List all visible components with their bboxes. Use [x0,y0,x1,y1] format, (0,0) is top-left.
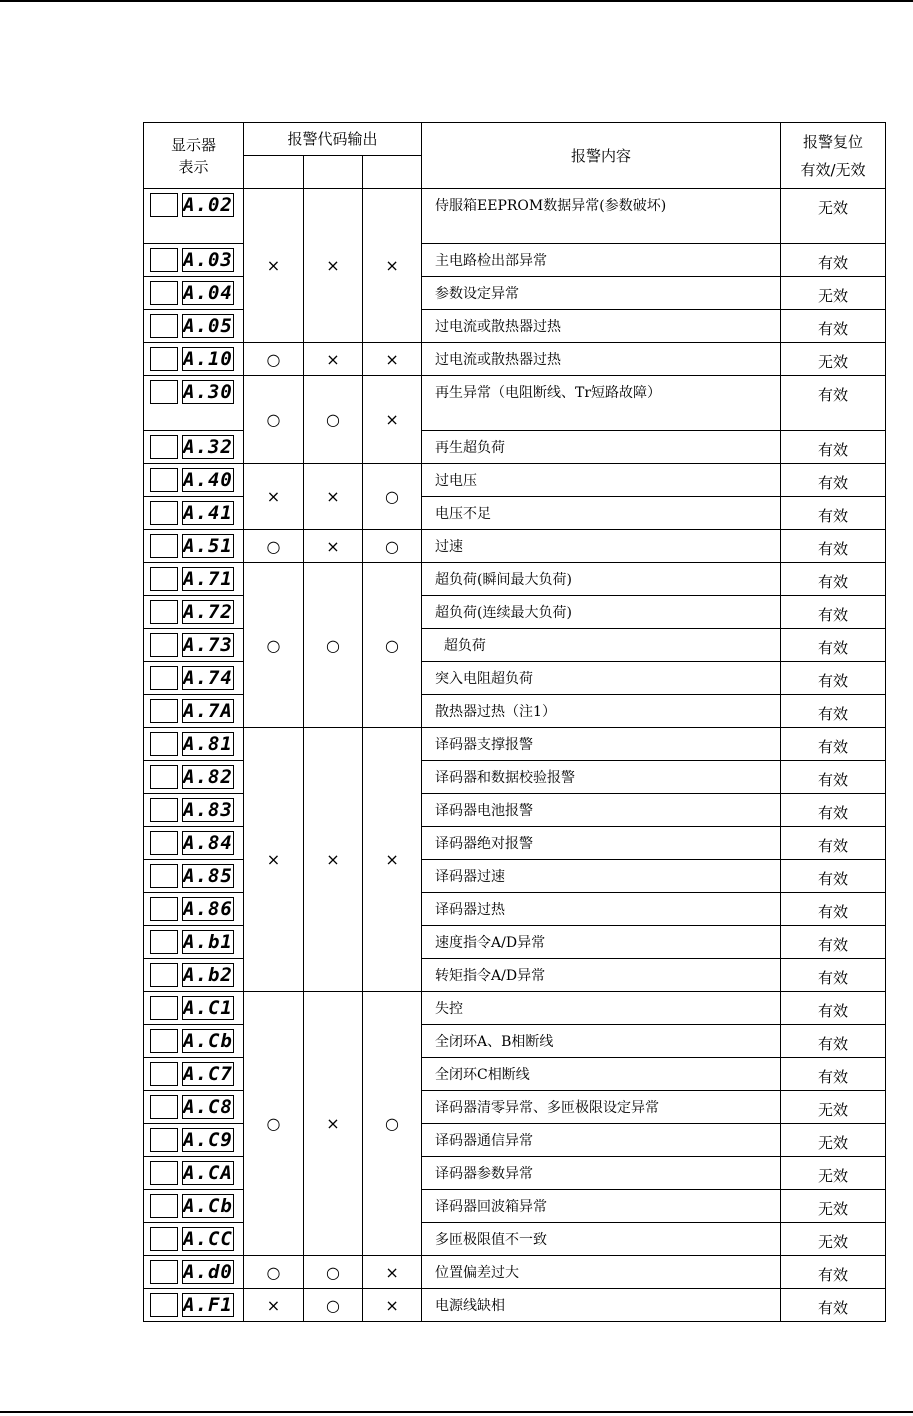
alarm-reset: 有效 [781,497,886,530]
display-blank-digit [150,930,178,954]
display-cell [144,959,244,992]
alarm-table [143,122,886,1322]
seven-segment-display [150,379,243,405]
alarm-reset: 有效 [781,596,886,629]
display-cell [144,310,244,343]
display-blank-digit [150,1227,178,1251]
alarm-description: 多匝极限值不一致 [422,1223,781,1256]
alarm-description: 译码器通信异常 [422,1124,781,1157]
alarm-code: A.74 [183,667,233,689]
code-output-bit-1: ○ [244,530,304,563]
seven-segment-display [150,797,243,823]
display-cell [144,464,244,497]
display-blank-digit [150,281,178,305]
code-output-bit-3: ○ [363,992,422,1256]
alarm-rows [144,189,886,1322]
alarm-reset: 有效 [781,310,886,343]
alarm-reset: 有效 [781,530,886,563]
alarm-code: A.04 [183,282,233,304]
alarm-description: 译码器回波箱异常 [422,1190,781,1223]
seven-segment-display [150,929,243,955]
table-row [144,343,886,376]
display-cell [144,244,244,277]
display-blank-digit [150,347,178,371]
code-output-bit-3: × [363,1289,422,1322]
display-cell [144,1157,244,1190]
display-cell [144,794,244,827]
display-cell [144,189,244,244]
alarm-reset: 有效 [781,629,886,662]
display-blank-digit [150,380,178,404]
display-blank-digit [150,864,178,888]
alarm-reset: 无效 [781,277,886,310]
alarm-code: A.05 [183,315,233,337]
seven-segment-display [150,665,243,691]
alarm-description: 过电流或散热器过热 [422,343,781,376]
alarm-code: A.81 [183,733,233,755]
alarm-description: 转矩指令A/D异常 [422,959,781,992]
code-output-bit-1: ○ [244,992,304,1256]
seven-segment-display [150,1028,243,1054]
seven-segment-display [150,467,243,493]
display-cell [144,695,244,728]
header-display [144,123,244,189]
display-cell [144,1124,244,1157]
alarm-code: A.d0 [183,1261,233,1283]
seven-segment-display [150,1127,243,1153]
alarm-description: 过电流或散热器过热 [422,310,781,343]
alarm-reset: 有效 [781,563,886,596]
seven-segment-display [150,995,243,1021]
seven-segment-display [150,434,243,460]
header-reset [781,123,886,189]
table-row [144,563,886,596]
alarm-description: 全闭环A、B相断线 [422,1025,781,1058]
alarm-code: A.b1 [183,931,233,953]
alarm-code: A.72 [183,601,233,623]
seven-segment-display [150,500,243,526]
display-cell [144,1091,244,1124]
alarm-code: A.86 [183,898,233,920]
alarm-code: A.CA [183,1162,233,1184]
alarm-code: A.85 [183,865,233,887]
alarm-code: A.C8 [183,1096,233,1118]
alarm-code: A.F1 [183,1294,233,1316]
code-output-bit-3: ○ [363,464,422,530]
alarm-reset: 有效 [781,464,886,497]
display-blank-digit [150,633,178,657]
alarm-reset: 无效 [781,1091,886,1124]
alarm-reset: 有效 [781,992,886,1025]
alarm-reset: 无效 [781,343,886,376]
display-cell [144,662,244,695]
display-cell [144,629,244,662]
display-blank-digit [150,567,178,591]
table-row [144,464,886,497]
seven-segment-display [150,731,243,757]
alarm-reset: 有效 [781,827,886,860]
alarm-reset: 有效 [781,1025,886,1058]
display-cell [144,376,244,431]
page-bottom-rule [0,1411,913,1413]
header-display-line1: 显示器 [170,135,216,154]
seven-segment-display [150,1061,243,1087]
alarm-code: A.02 [183,194,233,216]
alarm-code: A.40 [183,469,233,491]
display-blank-digit [150,600,178,624]
page-top-rule [0,0,913,2]
display-blank-digit [150,248,178,272]
display-cell [144,893,244,926]
alarm-code: A.84 [183,832,233,854]
code-output-bit-2: × [304,464,363,530]
header-code-output: 报警代码输出 [244,123,422,156]
code-output-bit-2: × [304,728,363,992]
display-cell [144,992,244,1025]
alarm-reset: 有效 [781,1058,886,1091]
display-blank-digit [150,732,178,756]
code-output-bit-3: × [363,728,422,992]
display-blank-digit [150,798,178,822]
display-blank-digit [150,1062,178,1086]
display-blank-digit [150,996,178,1020]
code-output-bit-3: ○ [363,530,422,563]
alarm-reset: 有效 [781,959,886,992]
alarm-code: A.b2 [183,964,233,986]
alarm-description: 译码器和数据校验报警 [422,761,781,794]
header-reset-line2: 有效/无效 [800,160,866,179]
alarm-reset: 无效 [781,1190,886,1223]
code-output-bit-1: ○ [244,376,304,464]
seven-segment-display [150,962,243,988]
code-output-bit-1: × [244,1289,304,1322]
code-output-bit-2: ○ [304,1289,363,1322]
alarm-description: 突入电阻超负荷 [422,662,781,695]
display-cell [144,926,244,959]
seven-segment-display [150,863,243,889]
seven-segment-display [150,698,243,724]
display-blank-digit [150,897,178,921]
alarm-code: A.51 [183,535,233,557]
seven-segment-display [150,313,243,339]
alarm-description: 译码器参数异常 [422,1157,781,1190]
code-output-bit-1: ○ [244,1256,304,1289]
display-blank-digit [150,666,178,690]
seven-segment-display [150,1094,243,1120]
display-blank-digit [150,699,178,723]
alarm-code: A.32 [183,436,233,458]
header-reset-line1: 报警复位 [803,132,864,151]
display-cell [144,497,244,530]
display-cell [144,1058,244,1091]
seven-segment-display [150,764,243,790]
code-output-bit-1: × [244,189,304,343]
alarm-reset: 有效 [781,794,886,827]
alarm-reset: 有效 [781,893,886,926]
alarm-code: A.CC [183,1228,233,1250]
code-output-bit-1: ○ [244,563,304,728]
display-cell [144,1289,244,1322]
table-row [144,992,886,1025]
code-output-bit-3: × [363,343,422,376]
seven-segment-display [150,1160,243,1186]
code-output-bit-2: × [304,343,363,376]
code-output-bit-2: ○ [304,563,363,728]
alarm-reset: 无效 [781,1223,886,1256]
display-blank-digit [150,501,178,525]
code-output-bit-1: ○ [244,343,304,376]
alarm-reset: 有效 [781,431,886,464]
alarm-description: 电压不足 [422,497,781,530]
seven-segment-display [150,533,243,559]
alarm-reset: 有效 [781,695,886,728]
table-row [144,1256,886,1289]
display-blank-digit [150,1293,178,1317]
alarm-description: 再生超负荷 [422,431,781,464]
seven-segment-display [150,192,243,218]
alarm-code: A.03 [183,249,233,271]
alarm-code: A.41 [183,502,233,524]
header-content: 报警内容 [422,123,781,189]
alarm-reset: 无效 [781,189,886,244]
header-display-line2: 表示 [178,157,209,176]
display-cell [144,1223,244,1256]
display-blank-digit [150,765,178,789]
alarm-description: 过电压 [422,464,781,497]
seven-segment-display [150,830,243,856]
display-blank-digit [150,314,178,338]
table-row [144,530,886,563]
alarm-code: A.7A [183,700,233,722]
display-cell [144,596,244,629]
alarm-reset: 有效 [781,860,886,893]
table-row [144,728,886,761]
seven-segment-display [150,1292,243,1318]
alarm-description: 译码器过速 [422,860,781,893]
alarm-reset: 有效 [781,376,886,431]
alarm-description: 电源线缺相 [422,1289,781,1322]
display-cell [144,277,244,310]
table-row [144,1289,886,1322]
alarm-description: 全闭环C相断线 [422,1058,781,1091]
table-row [144,376,886,431]
alarm-reset: 有效 [781,662,886,695]
alarm-code: A.C9 [183,1129,233,1151]
alarm-description: 再生异常（电阻断线、Tr短路故障） [422,376,781,431]
alarm-code: A.30 [183,381,233,403]
alarm-description: 速度指令A/D异常 [422,926,781,959]
alarm-reset: 有效 [781,1256,886,1289]
alarm-reset: 有效 [781,1289,886,1322]
display-cell [144,530,244,563]
alarm-description: 参数设定异常 [422,277,781,310]
display-cell [144,827,244,860]
header-bit-2 [304,156,363,189]
seven-segment-display [150,599,243,625]
alarm-code: A.C1 [183,997,233,1019]
display-cell [144,343,244,376]
display-blank-digit [150,963,178,987]
seven-segment-display [150,896,243,922]
seven-segment-display [150,632,243,658]
alarm-code: A.10 [183,348,233,370]
display-cell [144,1256,244,1289]
alarm-reset: 无效 [781,1157,886,1190]
display-blank-digit [150,1260,178,1284]
display-blank-digit [150,435,178,459]
code-output-bit-2: × [304,189,363,343]
alarm-code: A.71 [183,568,233,590]
display-cell [144,563,244,596]
alarm-code: A.73 [183,634,233,656]
alarm-description: 超负荷(瞬间最大负荷) [422,563,781,596]
alarm-description: 主电路检出部异常 [422,244,781,277]
seven-segment-display [150,1259,243,1285]
alarm-code: A.Cb [183,1195,233,1217]
code-output-bit-1: × [244,728,304,992]
alarm-reset: 无效 [781,1124,886,1157]
display-blank-digit [150,468,178,492]
code-output-bit-1: × [244,464,304,530]
code-output-bit-2: × [304,530,363,563]
display-blank-digit [150,193,178,217]
alarm-reset: 有效 [781,728,886,761]
display-blank-digit [150,534,178,558]
display-blank-digit [150,1128,178,1152]
seven-segment-display [150,1193,243,1219]
alarm-description: 超负荷 [422,629,781,662]
alarm-description: 侍服箱EEPROM数据异常(参数破坏) [422,189,781,244]
code-output-bit-2: ○ [304,1256,363,1289]
display-cell [144,728,244,761]
alarm-description: 译码器绝对报警 [422,827,781,860]
alarm-code: A.82 [183,766,233,788]
display-cell [144,761,244,794]
display-blank-digit [150,1194,178,1218]
seven-segment-display [150,566,243,592]
alarm-description: 译码器过热 [422,893,781,926]
alarm-description: 过速 [422,530,781,563]
header-bit-3 [363,156,422,189]
table-row [144,189,886,244]
display-cell [144,860,244,893]
alarm-code: A.83 [183,799,233,821]
alarm-reset: 有效 [781,926,886,959]
code-output-bit-3: ○ [363,563,422,728]
alarm-description: 译码器电池报警 [422,794,781,827]
alarm-reset: 有效 [781,244,886,277]
display-cell [144,1190,244,1223]
display-blank-digit [150,1095,178,1119]
header-bit-1 [244,156,304,189]
code-output-bit-3: × [363,376,422,464]
display-cell [144,1025,244,1058]
code-output-bit-3: × [363,189,422,343]
seven-segment-display [150,280,243,306]
display-blank-digit [150,1161,178,1185]
display-blank-digit [150,1029,178,1053]
alarm-description: 散热器过热（注1） [422,695,781,728]
seven-segment-display [150,1226,243,1252]
alarm-description: 超负荷(连续最大负荷) [422,596,781,629]
code-output-bit-3: × [363,1256,422,1289]
seven-segment-display [150,346,243,372]
display-blank-digit [150,831,178,855]
seven-segment-display [150,247,243,273]
alarm-reset: 有效 [781,761,886,794]
alarm-description: 位置偏差过大 [422,1256,781,1289]
alarm-code: A.Cb [183,1030,233,1052]
alarm-description: 译码器支撑报警 [422,728,781,761]
code-output-bit-2: × [304,992,363,1256]
alarm-description: 失控 [422,992,781,1025]
alarm-description: 译码器清零异常、多匝极限设定异常 [422,1091,781,1124]
alarm-code: A.C7 [183,1063,233,1085]
display-cell [144,431,244,464]
code-output-bit-2: ○ [304,376,363,464]
